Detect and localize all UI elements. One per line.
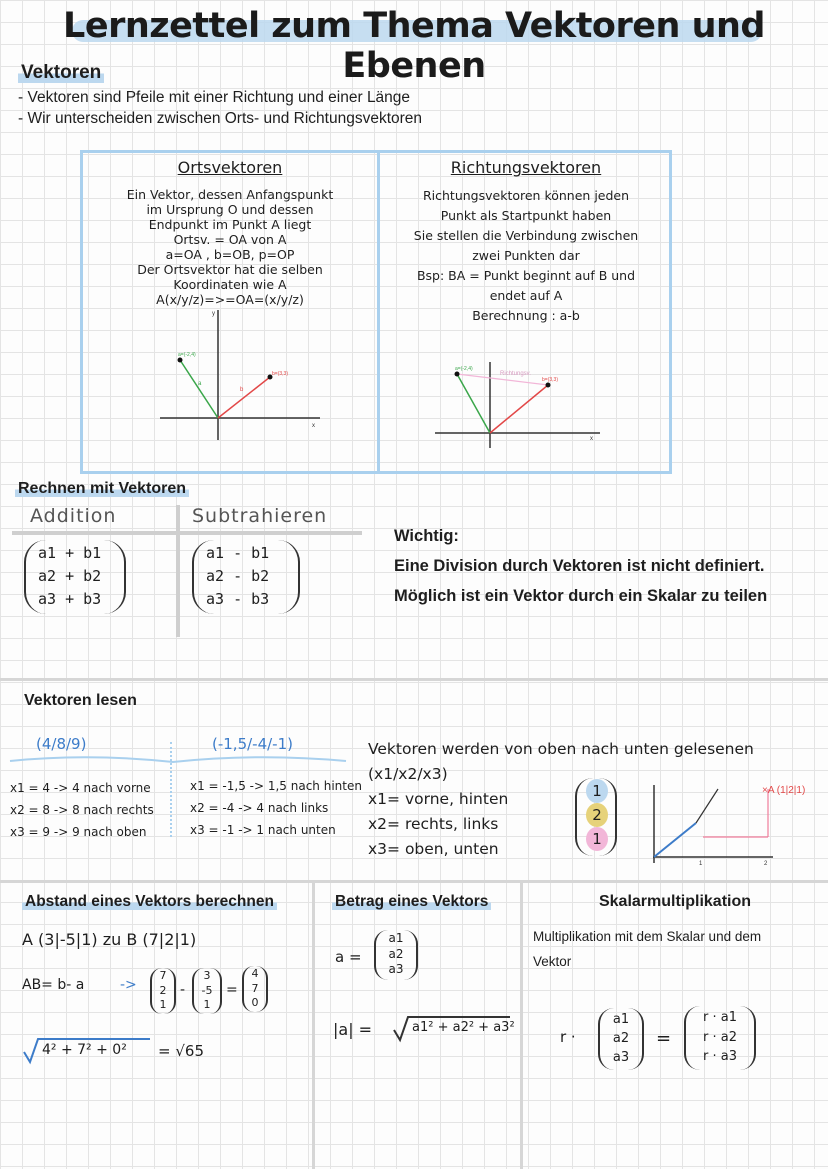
skalar-desc-line: Multiplikation mit dem Skalar und dem (533, 929, 762, 944)
lesen-column-vector (586, 779, 608, 851)
subtraktion-matrix (206, 542, 269, 611)
column-x2: 2 (586, 803, 608, 827)
abstand-result: = √65 (158, 1042, 204, 1060)
richtung-line: Punkt als Startpunkt haben (440, 208, 612, 223)
point-b-label: b=(3,3) (272, 371, 288, 377)
vector-a-label: a (198, 381, 202, 387)
minus-sign: - (180, 982, 186, 998)
bullet-1: - Vektoren sind Pfeile mit einer Richtung und einer Länge (18, 89, 411, 106)
explain-line: x3= oben, unten (368, 840, 499, 858)
matrix-row: a1 + b1 (38, 544, 102, 562)
abstand-root-inner: 4² + 7² + 0² (42, 1042, 127, 1058)
matrix-row: a3 - b3 (206, 590, 270, 608)
lesen-line: x3 = 9 -> 9 nach oben (10, 825, 147, 839)
rechnen-heading: Rechnen mit Vektoren (15, 480, 189, 498)
orts-line: im Ursprung O und dessen (146, 202, 314, 217)
matrix-row: a1 - b1 (206, 544, 270, 562)
explain-line: Vektoren werden von oben nach unten gelesenen (368, 740, 754, 758)
explain-line: x2= rechts, links (368, 815, 499, 833)
point-b (546, 383, 551, 388)
skalar-heading: Skalarmultiplikation (598, 893, 752, 910)
vector-b (490, 385, 548, 433)
bullet-2: - Wir unterscheiden zwischen Orts- und Richtungsvektoren (18, 110, 423, 127)
explain-line: x1= vorne, hinten (368, 790, 509, 808)
vektoren-bullets (18, 87, 422, 129)
m2-cell: 1 (203, 998, 211, 1011)
point-a (178, 358, 183, 363)
orts-line: Endpunkt im Punkt A liegt (148, 217, 312, 232)
orts-line: A(x/y/z)=>=OA=(x/y/z) (156, 292, 304, 307)
betrag-cell: a3 (388, 962, 404, 976)
matrix-b (154, 969, 172, 1013)
lesen-line: x2 = 8 -> 8 nach rechts (10, 803, 154, 817)
m3-cell: 0 (251, 996, 259, 1009)
m2-cell: -5 (201, 983, 213, 997)
richtung-line: endet auf A (489, 288, 563, 303)
subtraktion-label: Subtrahieren (192, 505, 328, 527)
skalar-left-matrix (604, 1010, 638, 1067)
vector-a (180, 360, 218, 418)
m3-cell: 4 (251, 967, 259, 980)
orts-line: Ein Vektor, dessen Anfangspunkt (126, 187, 334, 202)
wichtig-note (394, 521, 824, 611)
richtung-line: Berechnung : a-b (472, 308, 580, 323)
section-separator (0, 678, 828, 681)
box-divider (377, 150, 380, 474)
wichtig-line: Eine Division durch Vektoren ist nicht definiert. (394, 557, 765, 575)
column-x3: 1 (586, 827, 608, 851)
column-separator (520, 880, 523, 1169)
m1-cell: 7 (159, 969, 167, 982)
lesen-line: x2 = -4 -> 4 nach links (190, 801, 329, 815)
lesen-divider (170, 742, 173, 837)
richtungsvektoren-text (385, 186, 667, 326)
m1-cell: 2 (159, 983, 167, 997)
addition-label: Addition (30, 505, 117, 527)
vektoren-heading: Vektoren (18, 62, 104, 84)
skalar-description (533, 924, 761, 974)
richtung-line: Richtungsvektoren können jeden (422, 188, 630, 203)
point-a-label: a=(-2,4) (455, 366, 473, 372)
wichtig-title: Wichtig: (394, 527, 459, 545)
matrix-row: a2 + b2 (38, 567, 102, 585)
wichtig-line: Möglich ist ein Vektor durch ein Skalar zu teilen (394, 587, 768, 605)
skalar-cell: r · a1 (703, 1010, 737, 1025)
tick-2: 2 (764, 861, 768, 867)
vector-a (457, 374, 490, 433)
explain-line: (x1/x2/x3) (368, 765, 448, 783)
skalar-cell: r · a2 (703, 1029, 737, 1045)
brace-underline (8, 753, 348, 767)
point-a (455, 372, 460, 377)
abstand-heading: Abstand eines Vektors berechnen (22, 893, 277, 911)
ortsvektoren-heading: Ortsvektoren (177, 158, 283, 177)
skalar-right-matrix (690, 1008, 750, 1067)
m2-cell: 3 (203, 969, 211, 982)
ortsvektor-graph (150, 305, 330, 445)
betrag-vec-label: a = (335, 948, 362, 966)
richtungsvektor-graph (430, 340, 610, 450)
vector-part (654, 823, 696, 857)
skalar-cell: a1 (612, 1012, 630, 1027)
rechnen-column-divider (176, 505, 180, 637)
x-axis-label: x (312, 423, 315, 429)
betrag-cell: a2 (388, 946, 404, 961)
ortsvektoren-text (90, 187, 370, 307)
betrag-matrix (380, 931, 412, 978)
betrag-abs-label: |a| = (333, 1020, 373, 1039)
richtung-line: Sie stellen die Verbindung zwischen (413, 228, 639, 243)
section-separator (0, 880, 828, 883)
point-a-label: a=(-2,4) (178, 352, 196, 358)
lesen-ex1-lines (10, 777, 154, 843)
equals-sign: = (226, 982, 238, 998)
matrix-a (195, 969, 219, 1013)
page-title: Lernzettel zum Thema Vektoren und Ebenen (63, 6, 765, 86)
m1-cell: 1 (159, 998, 167, 1011)
betrag-heading: Betrag eines Vektors (332, 893, 491, 911)
lesen-line: x1 = 4 -> 4 nach vorne (10, 781, 151, 795)
m3-cell: 7 (251, 981, 259, 995)
skalar-cell: a2 (612, 1031, 630, 1046)
skalar-equals: = (656, 1028, 672, 1049)
orts-line: Ortsv. = OA von A (173, 232, 287, 247)
y-axis-label: y (212, 311, 215, 317)
point-b-label: b=(3,3) (542, 377, 558, 383)
lesen-graph (648, 775, 826, 875)
betrag-cell: a1 (388, 931, 404, 945)
matrix-row: a2 - b2 (206, 567, 270, 585)
direction-label: Richtungsv. (500, 371, 531, 377)
richtungsvektoren-heading: Richtungsvektoren (450, 158, 602, 177)
skalar-r: r · (560, 1028, 576, 1046)
skalar-desc-line: Vektor (533, 954, 572, 969)
orts-line: Der Ortsvektor hat die selben (137, 262, 323, 277)
abstand-ab-label: AB= b- a (22, 977, 85, 993)
orts-line: a=OA , b=OB, p=OP (165, 247, 295, 262)
richtung-line: zwei Punkten dar (472, 248, 580, 263)
point-a-label: ×A (1|2|1) (762, 785, 806, 796)
lesen-vector-1: (4/8/9) (36, 735, 87, 753)
lesen-vector-2: (-1,5/-4/-1) (212, 735, 293, 753)
skalar-cell: r · a3 (703, 1049, 737, 1064)
richtung-line: Bsp: BA = Punkt beginnt auf B und (416, 268, 636, 283)
tick-1: 1 (699, 861, 703, 867)
lesen-line: x3 = -1 -> 1 nach unten (190, 823, 336, 837)
addition-matrix (38, 542, 101, 611)
orts-line: Koordinaten wie A (173, 277, 287, 292)
column-separator (312, 880, 315, 1169)
column-x1: 1 (586, 779, 608, 803)
matrix-row: a3 + b3 (38, 590, 102, 608)
skalar-cell: a3 (612, 1050, 630, 1065)
betrag-root-inner: a1² + a2² + a3² (412, 1020, 515, 1035)
x-axis-label: x (590, 436, 593, 442)
vector-line (696, 789, 718, 823)
matrix-result (246, 967, 264, 1011)
vector-b-label: b (240, 387, 244, 393)
vector-b (218, 377, 270, 418)
abstand-arrow: -> (120, 977, 137, 993)
rechnen-header-line (12, 531, 362, 535)
lesen-heading: Vektoren lesen (24, 692, 137, 709)
abstand-points: A (3|-5|1) zu B (7|2|1) (22, 930, 197, 949)
lesen-line: x1 = -1,5 -> 1,5 nach hinten (190, 779, 362, 793)
lesen-ex2-lines (190, 775, 362, 841)
